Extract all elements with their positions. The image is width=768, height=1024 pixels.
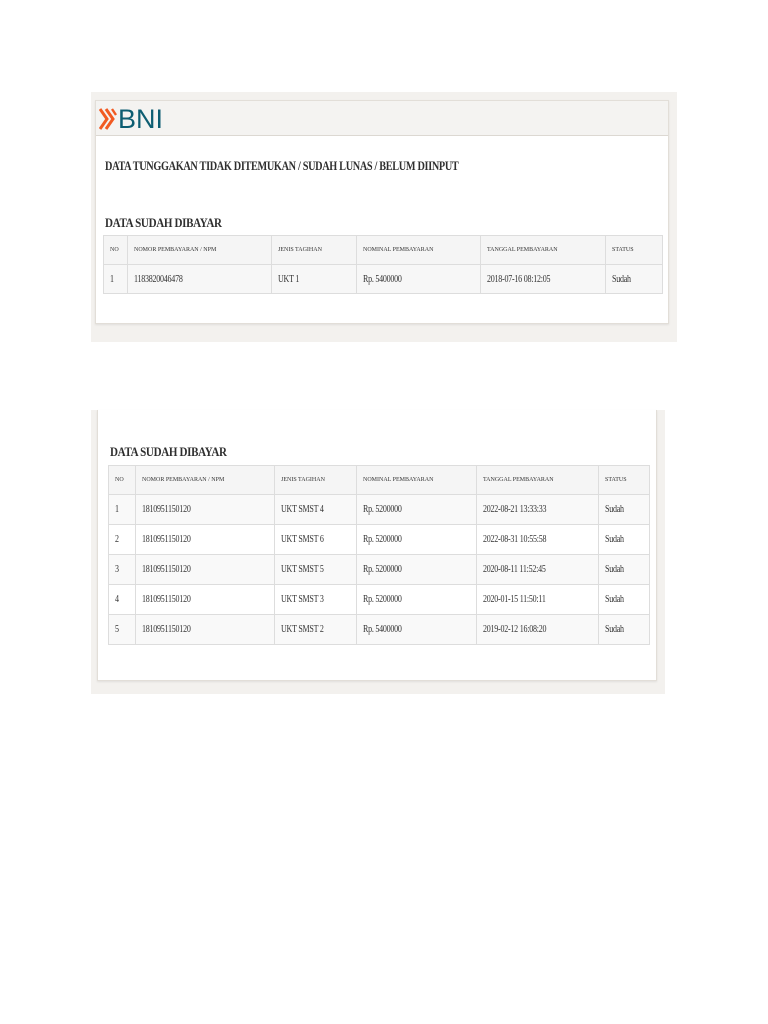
table-row [109,525,650,555]
table-header-row [109,466,650,495]
cell-status: Sudah [599,555,650,585]
cell-npm: 1183820046478 [128,265,272,294]
cell-status: Sudah [599,525,650,555]
cell-status: Sudah [599,585,650,615]
table-row [109,615,650,645]
screenshot-1 [91,92,677,342]
cell-tanggal: 2020-08-11 11:52:45 [477,555,599,585]
column-header-status: STATUS [599,466,650,495]
cell-npm: 1810951150120 [136,495,275,525]
column-header-no: NO [104,236,128,265]
payment-status-card [95,100,669,324]
cell-no: 1 [104,265,128,294]
cell-no: 2 [109,525,136,555]
cell-jenis: UKT SMST 6 [275,525,357,555]
page-header [96,101,668,136]
cell-npm: 1810951150120 [136,615,275,645]
cell-nominal: Rp. 5400000 [357,615,477,645]
cell-status: Sudah [599,495,650,525]
cell-status: Sudah [606,265,663,294]
cell-npm: 1810951150120 [136,585,275,615]
cell-nominal: Rp. 5200000 [357,585,477,615]
cell-jenis: UKT SMST 5 [275,555,357,585]
section-title-paid: DATA SUDAH DIBAYAR [105,215,222,230]
section-title-paid: DATA SUDAH DIBAYAR [110,444,227,459]
column-header-npm: NOMOR PEMBAYARAN / NPM [128,236,272,265]
table-row [109,555,650,585]
cell-nominal: Rp. 5200000 [357,495,477,525]
column-header-no: NO [109,466,136,495]
cell-nominal: Rp. 5400000 [357,265,481,294]
cell-jenis: UKT SMST 4 [275,495,357,525]
bni-logo[interactable] [99,105,163,133]
cell-no: 1 [109,495,136,525]
cell-tanggal: 2019-02-12 16:08:20 [477,615,599,645]
column-header-status: STATUS [606,236,663,265]
screenshot-2 [91,410,665,694]
cell-jenis: UKT SMST 2 [275,615,357,645]
cell-no: 3 [109,555,136,585]
payment-history-card [97,410,657,681]
cell-npm: 1810951150120 [136,525,275,555]
column-header-tanggal: TANGGAL PEMBAYARAN [477,466,599,495]
bni-46-logo-icon [99,107,117,131]
column-header-jenis: JENIS TAGIHAN [275,466,357,495]
cell-tanggal: 2020-01-15 11:50:11 [477,585,599,615]
cell-tanggal: 2018-07-16 08:12:05 [481,265,606,294]
table-row [109,585,650,615]
column-header-jenis: JENIS TAGIHAN [272,236,357,265]
table-row [104,265,663,294]
cell-npm: 1810951150120 [136,555,275,585]
table-row [109,495,650,525]
cell-jenis: UKT 1 [272,265,357,294]
column-header-nominal: NOMINAL PEMBAYARAN [357,466,477,495]
bni-logo-text: BNI [118,104,164,134]
table-header-row [104,236,663,265]
column-header-nominal: NOMINAL PEMBAYARAN [357,236,481,265]
cell-nominal: Rp. 5200000 [357,525,477,555]
cell-status: Sudah [599,615,650,645]
cell-tanggal: 2022-08-21 13:33:33 [477,495,599,525]
cell-no: 5 [109,615,136,645]
not-found-notice: DATA TUNGGAKAN TIDAK DITEMUKAN / SUDAH LUNAS / BELUM DIINPUT [105,159,459,173]
cell-no: 4 [109,585,136,615]
paid-table [108,465,650,645]
column-header-tanggal: TANGGAL PEMBAYARAN [481,236,606,265]
paid-table [103,235,663,294]
cell-tanggal: 2022-08-31 10:55:58 [477,525,599,555]
cell-jenis: UKT SMST 3 [275,585,357,615]
column-header-npm: NOMOR PEMBAYARAN / NPM [136,466,275,495]
cell-nominal: Rp. 5200000 [357,555,477,585]
